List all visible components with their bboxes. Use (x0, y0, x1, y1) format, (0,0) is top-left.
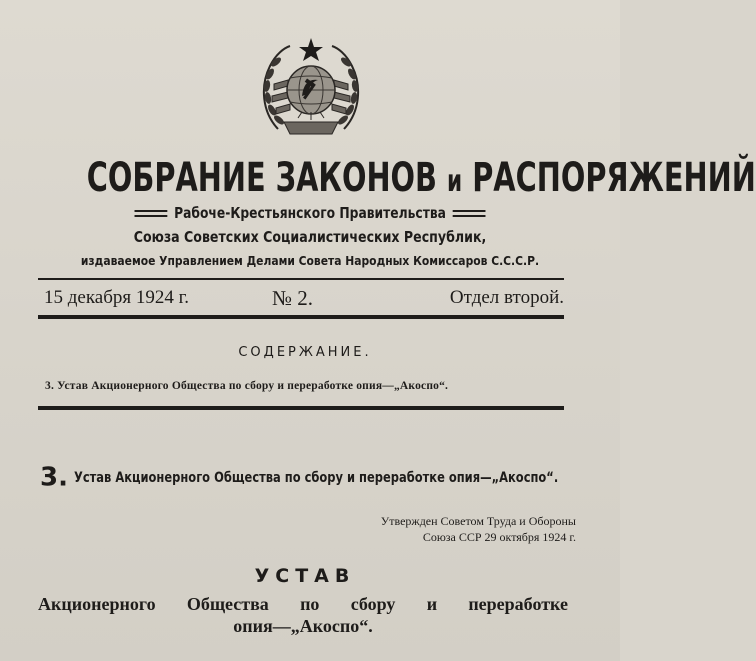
subtitle-line1-text: Рабоче-Крестьянского Правительства (174, 204, 446, 222)
ustav-word: и (426, 594, 438, 614)
masthead-title-part2: РАСПОРЯЖЕНИЙ (472, 155, 756, 201)
ustav-heading: УСТАВ (254, 565, 356, 587)
masthead-subtitle-line2: Союза Советских Социалистических Республик, (133, 228, 487, 246)
ussr-coat-of-arms-emblem (258, 34, 364, 142)
issue-dateline (44, 284, 564, 312)
ustav-subheading-line2: опия—„Акоспо“. (233, 616, 373, 636)
contents-item: 3. Устав Акционерного Общества по сбору и переработке опия—„Акоспо“. (45, 380, 449, 392)
right-double-rule (452, 210, 485, 217)
header-top-rule (38, 278, 564, 280)
masthead-title-conjunction: и (447, 164, 463, 199)
issue-number: № 2. (272, 286, 314, 310)
left-double-rule (135, 210, 168, 217)
masthead-subtitle-line3: издаваемое Управлением Делами Совета Народных Комиссаров С.С.С.Р. (80, 253, 540, 268)
ustav-word: сбору (350, 594, 396, 614)
approval-note (300, 513, 576, 545)
ustav-word: по (300, 594, 320, 614)
ustav-word: Общества (186, 594, 269, 614)
contents-bottom-rule (38, 406, 564, 410)
ustav-word: Акционерного (38, 594, 156, 614)
article-heading (40, 462, 664, 493)
header-bottom-rule (38, 315, 564, 319)
ustav-word: переработке (468, 594, 568, 614)
issue-date: 15 декабря 1924 г. (44, 287, 190, 308)
ustav-subheading-line1 (38, 593, 568, 615)
masthead-title (86, 154, 756, 206)
masthead-title-part1: СОБРАНИЕ ЗАКОНОВ (86, 155, 437, 201)
article-title: Устав Акционерного Общества по сбору и переработке опия—„Акоспо“. (73, 469, 559, 486)
article-number: 3. (40, 462, 68, 493)
ustav-subheading (38, 593, 568, 637)
contents-heading: СОДЕРЖАНИЕ. (238, 345, 372, 360)
approval-note-line2: Союза ССР 29 октября 1924 г. (422, 530, 576, 544)
approval-note-line1: Утвержден Советом Труда и Обороны (380, 514, 576, 528)
masthead-subtitle-line1 (56, 204, 564, 222)
issue-department: Отдел второй. (449, 287, 564, 308)
